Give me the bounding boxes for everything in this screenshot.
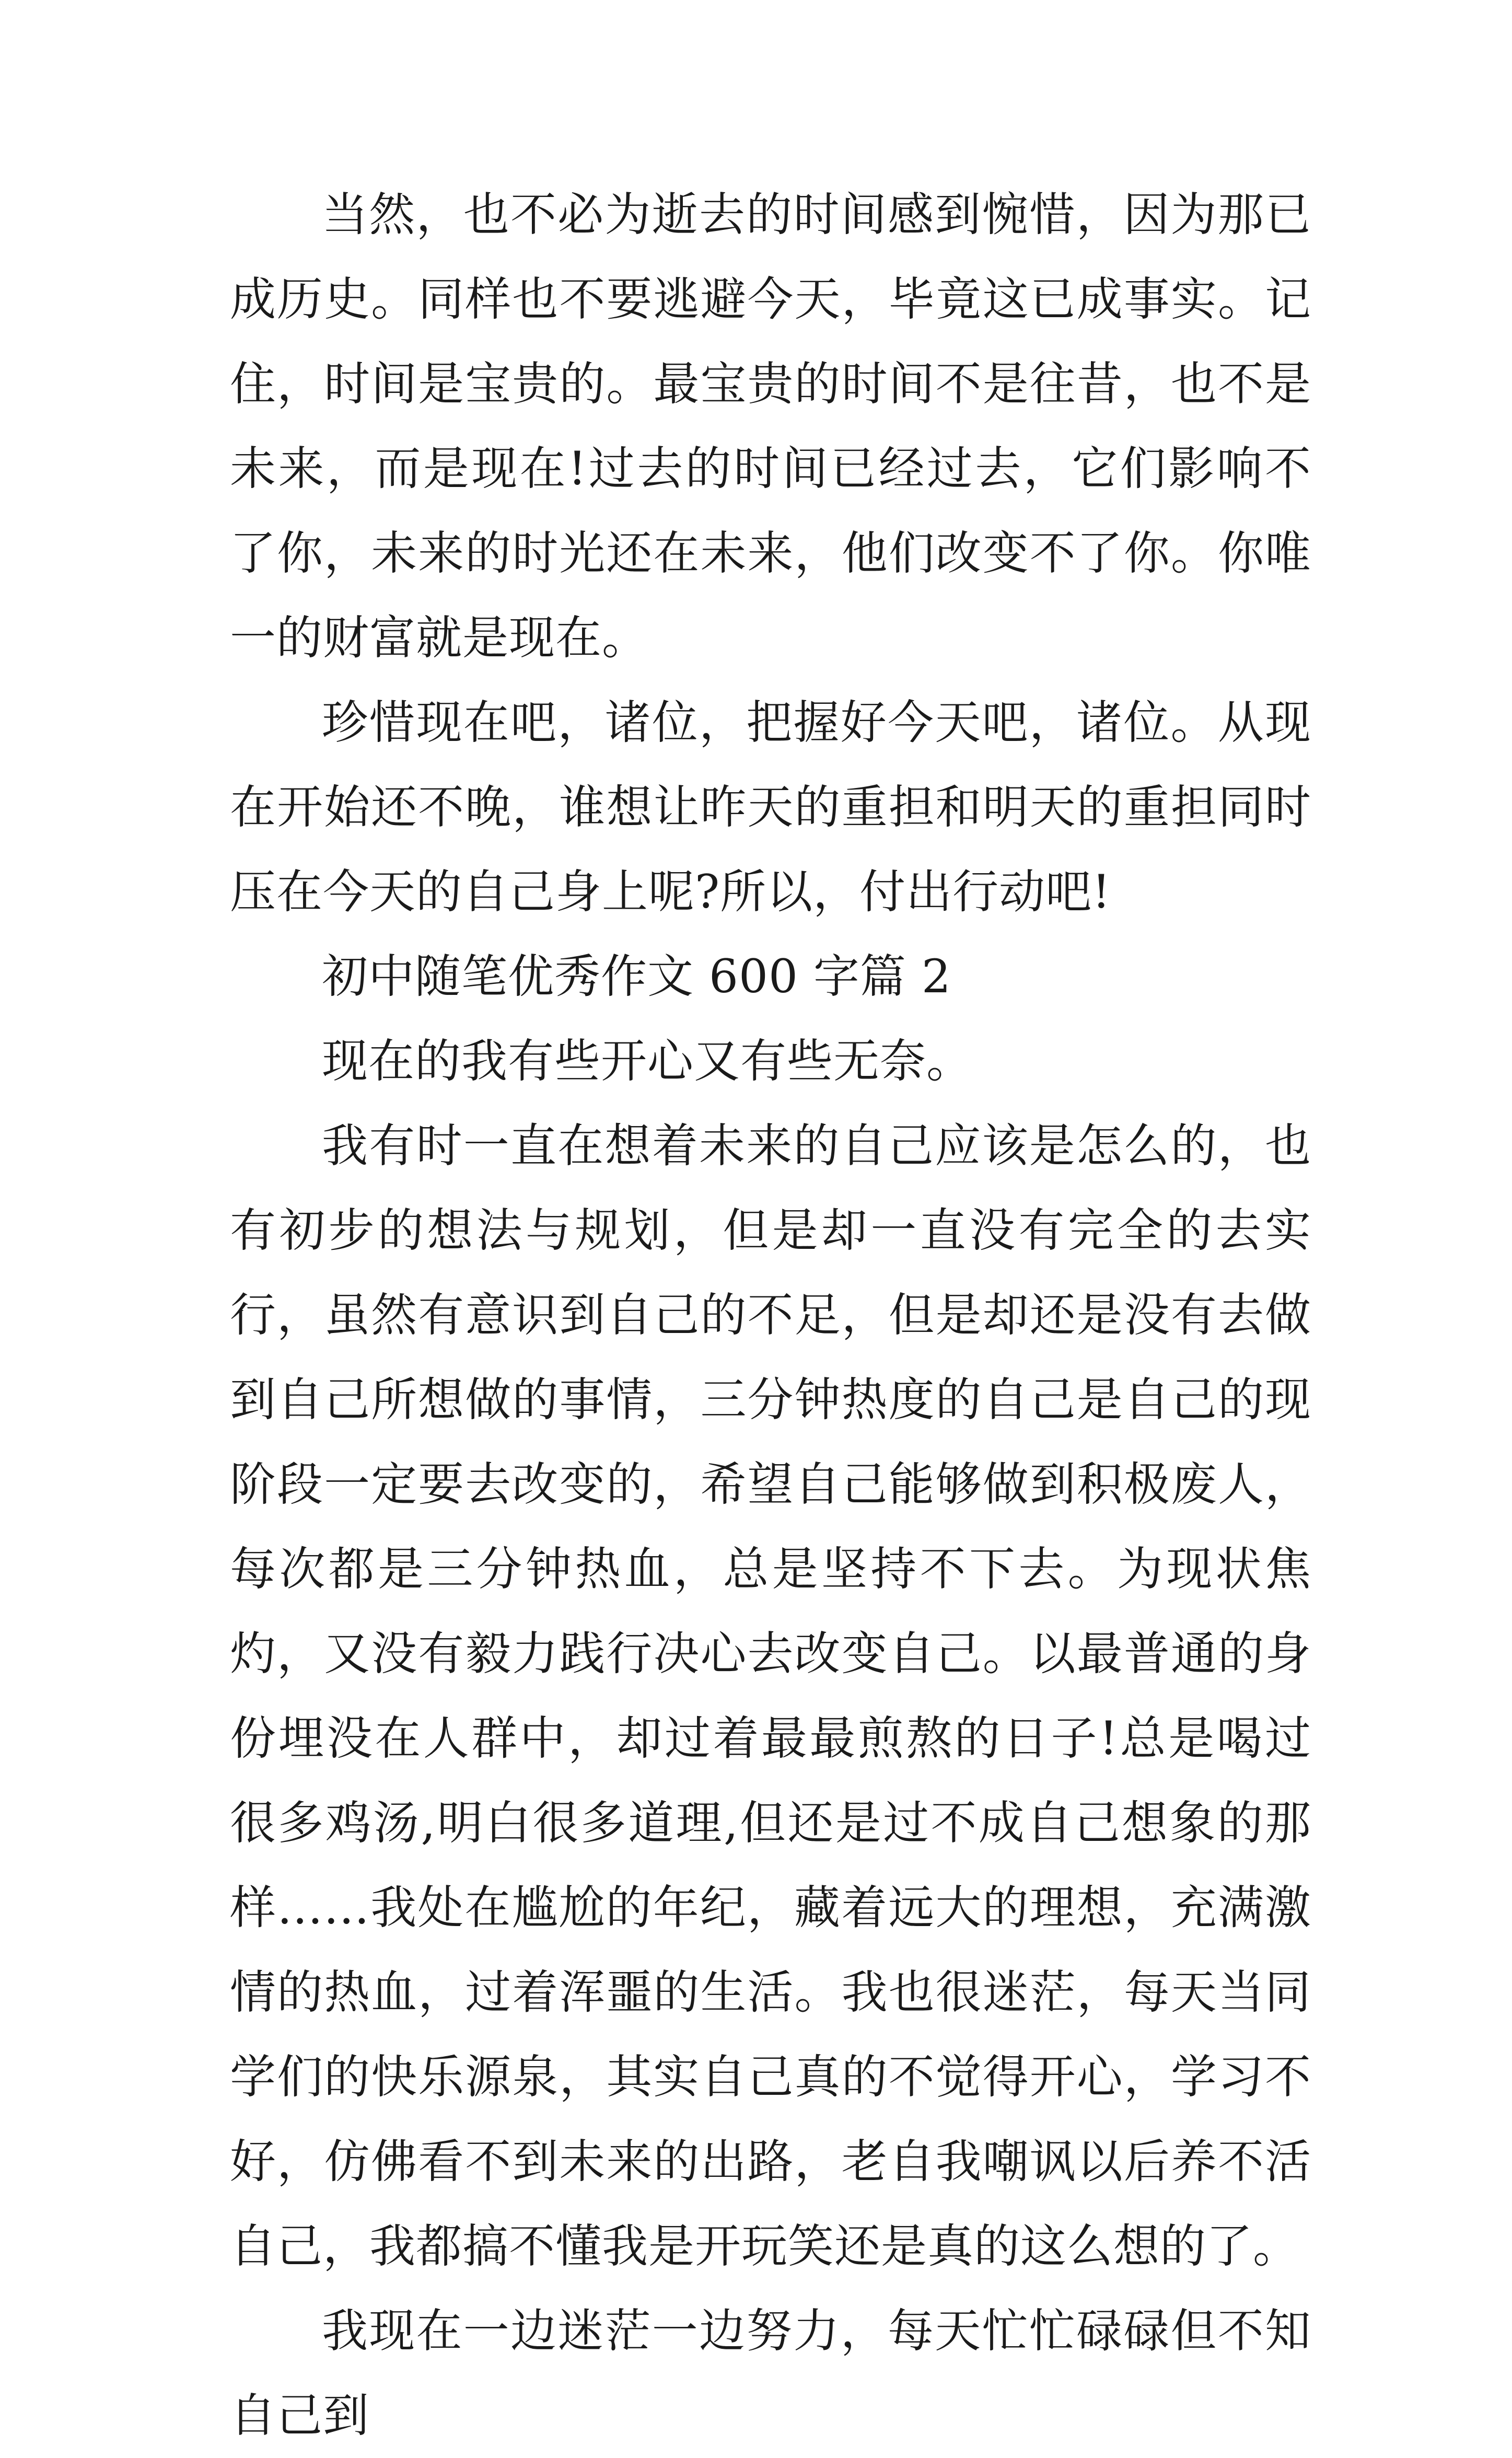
paragraph-self-reflection: 我有时一直在想着未来的自己应该是怎么的，也有初步的想法与规划，但是却一直没有完全的去实行，虽然有意识到自己的不足，但是却还是没有去做到自己所想做的事情，三分钟热度的自己是自己的现阶段一定要去改变的，希望自己能够做到积极废人，每次都是三分钟热血，总是坚持不下去。为现状焦灼，又没有毅力践行决心去改变自己。以最普通的身份埋没在人群中，却过着最最煎熬的日子!总是喝过很多鸡汤,明白很多道理,但还是过不成自己想象的那样……我处在尴尬的年纪，藏着远大的理想，充满激情的热血，过着浑噩的生活。我也很迷茫，每天当同学们的快乐源泉，其实自己真的不觉得开心，学习不好，仿佛看不到未来的出路，老自我嘲讽以后养不活自己，我都搞不懂我是开玩笑还是真的这么想的了。 — [230, 1119, 1311, 2273]
paragraph-time-value: 当然，也不必为逝去的时间感到惋惜，因为那已成历史。同样也不要逃避今天，毕竟这已成事实。记住，时间是宝贵的。最宝贵的时间不是往昔，也不是未来，而是现在!过去的时间已经过去，它们影响不了你，未来的时光还在未来，他们改变不了你。你唯一的财富就是现在。 — [230, 188, 1311, 665]
document-body — [230, 172, 1311, 2458]
section-heading: 初中随笔优秀作文 600 字篇 2 — [322, 949, 951, 1003]
paragraph-opening-line: 现在的我有些开心又有些无奈。 — [322, 1034, 973, 1088]
paragraph-cherish-now: 珍惜现在吧，诸位，把握好今天吧，诸位。从现在开始还不晚，谁想让昨天的重担和明天的重担同时压在今天的自己身上呢?所以，付出行动吧! — [230, 695, 1311, 919]
paragraph-continuation: 我现在一边迷茫一边努力，每天忙忙碌碌但不知自己到 — [230, 2304, 1311, 2442]
